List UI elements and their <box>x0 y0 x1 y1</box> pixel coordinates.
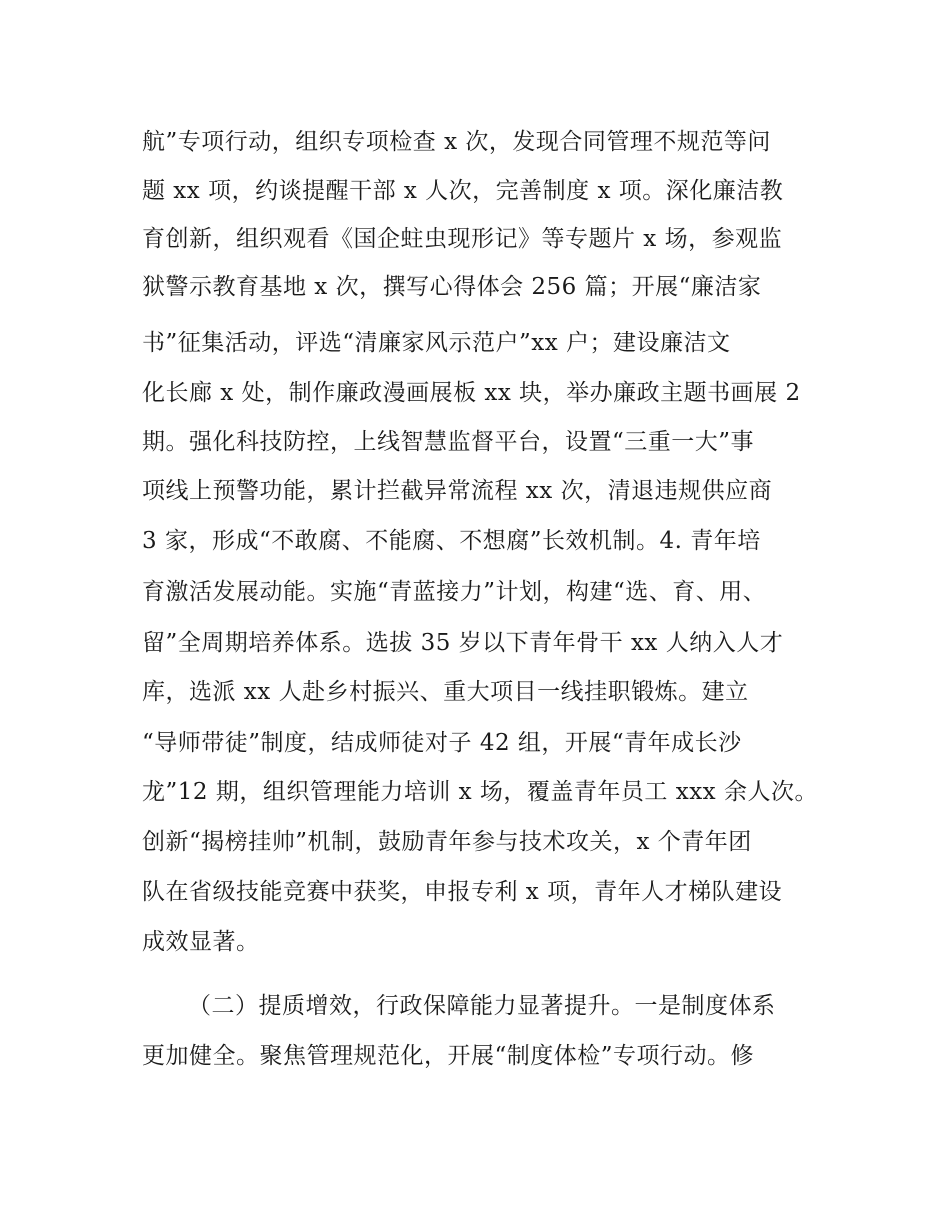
text-line-2: 题 xx 项，约谈提醒干部 x 人次，完善制度 x 项。深化廉洁教 <box>142 178 784 204</box>
text-line-17: 成效显著。 <box>142 929 260 955</box>
text-line-14: 龙”12 期，组织管理能力培训 x 场，覆盖青年员工 xxx 余人次。 <box>142 779 818 805</box>
text-line-9: 3 家，形成“不敢腐、不能腐、不想腐”长效机制。4. 青年培 <box>142 528 761 554</box>
text-line-10: 育激活发展动能。实施“青蓝接力”计划，构建“选、育、用、 <box>142 579 767 605</box>
text-line-16: 队在省级技能竞赛中获奖，申报专利 x 项，青年人才梯队建设 <box>142 879 783 905</box>
text-line-5: 书”征集活动，评选“清廉家风示范户”xx 户；建设廉洁文 <box>142 330 731 356</box>
text-line-3: 育创新，组织观看《国企蛀虫现形记》等专题片 x 场，参观监 <box>142 226 783 252</box>
text-line-11: 留”全周期培养体系。选拔 35 岁以下青年骨干 xx 人纳入人才 <box>142 630 784 656</box>
text-line-13: “导师带徒”制度，结成师徒对子 42 组，开展“青年成长沙 <box>142 730 742 756</box>
text-line-8: 项线上预警功能，累计拦截异常流程 xx 次，清退违规供应商 <box>142 478 773 504</box>
text-line-12: 库，选派 xx 人赴乡村振兴、重大项目一线挂职锻炼。建立 <box>142 679 749 705</box>
text-line-4: 狱警示教育基地 x 次，撰写心得体会 256 篇；开展“廉洁家 <box>142 274 762 300</box>
text-line-19: 更加健全。聚焦管理规范化，开展“制度体检”专项行动。修 <box>142 1043 755 1069</box>
text-line-7: 期。强化科技防控，上线智慧监督平台，设置“三重一大”事 <box>142 429 755 455</box>
section-heading-line: （二）提质增效，行政保障能力显著提升。一是制度体系 <box>188 993 776 1019</box>
text-line-1: 航”专项行动，组织专项检查 x 次，发现合同管理不规范等问 <box>142 129 771 155</box>
text-line-6: 化长廊 x 处，制作廉政漫画展板 xx 块，举办廉政主题书画展 2 <box>142 380 801 406</box>
text-line-15: 创新“揭榜挂帅”机制，鼓励青年参与技术攻关，x 个青年团 <box>142 829 752 855</box>
